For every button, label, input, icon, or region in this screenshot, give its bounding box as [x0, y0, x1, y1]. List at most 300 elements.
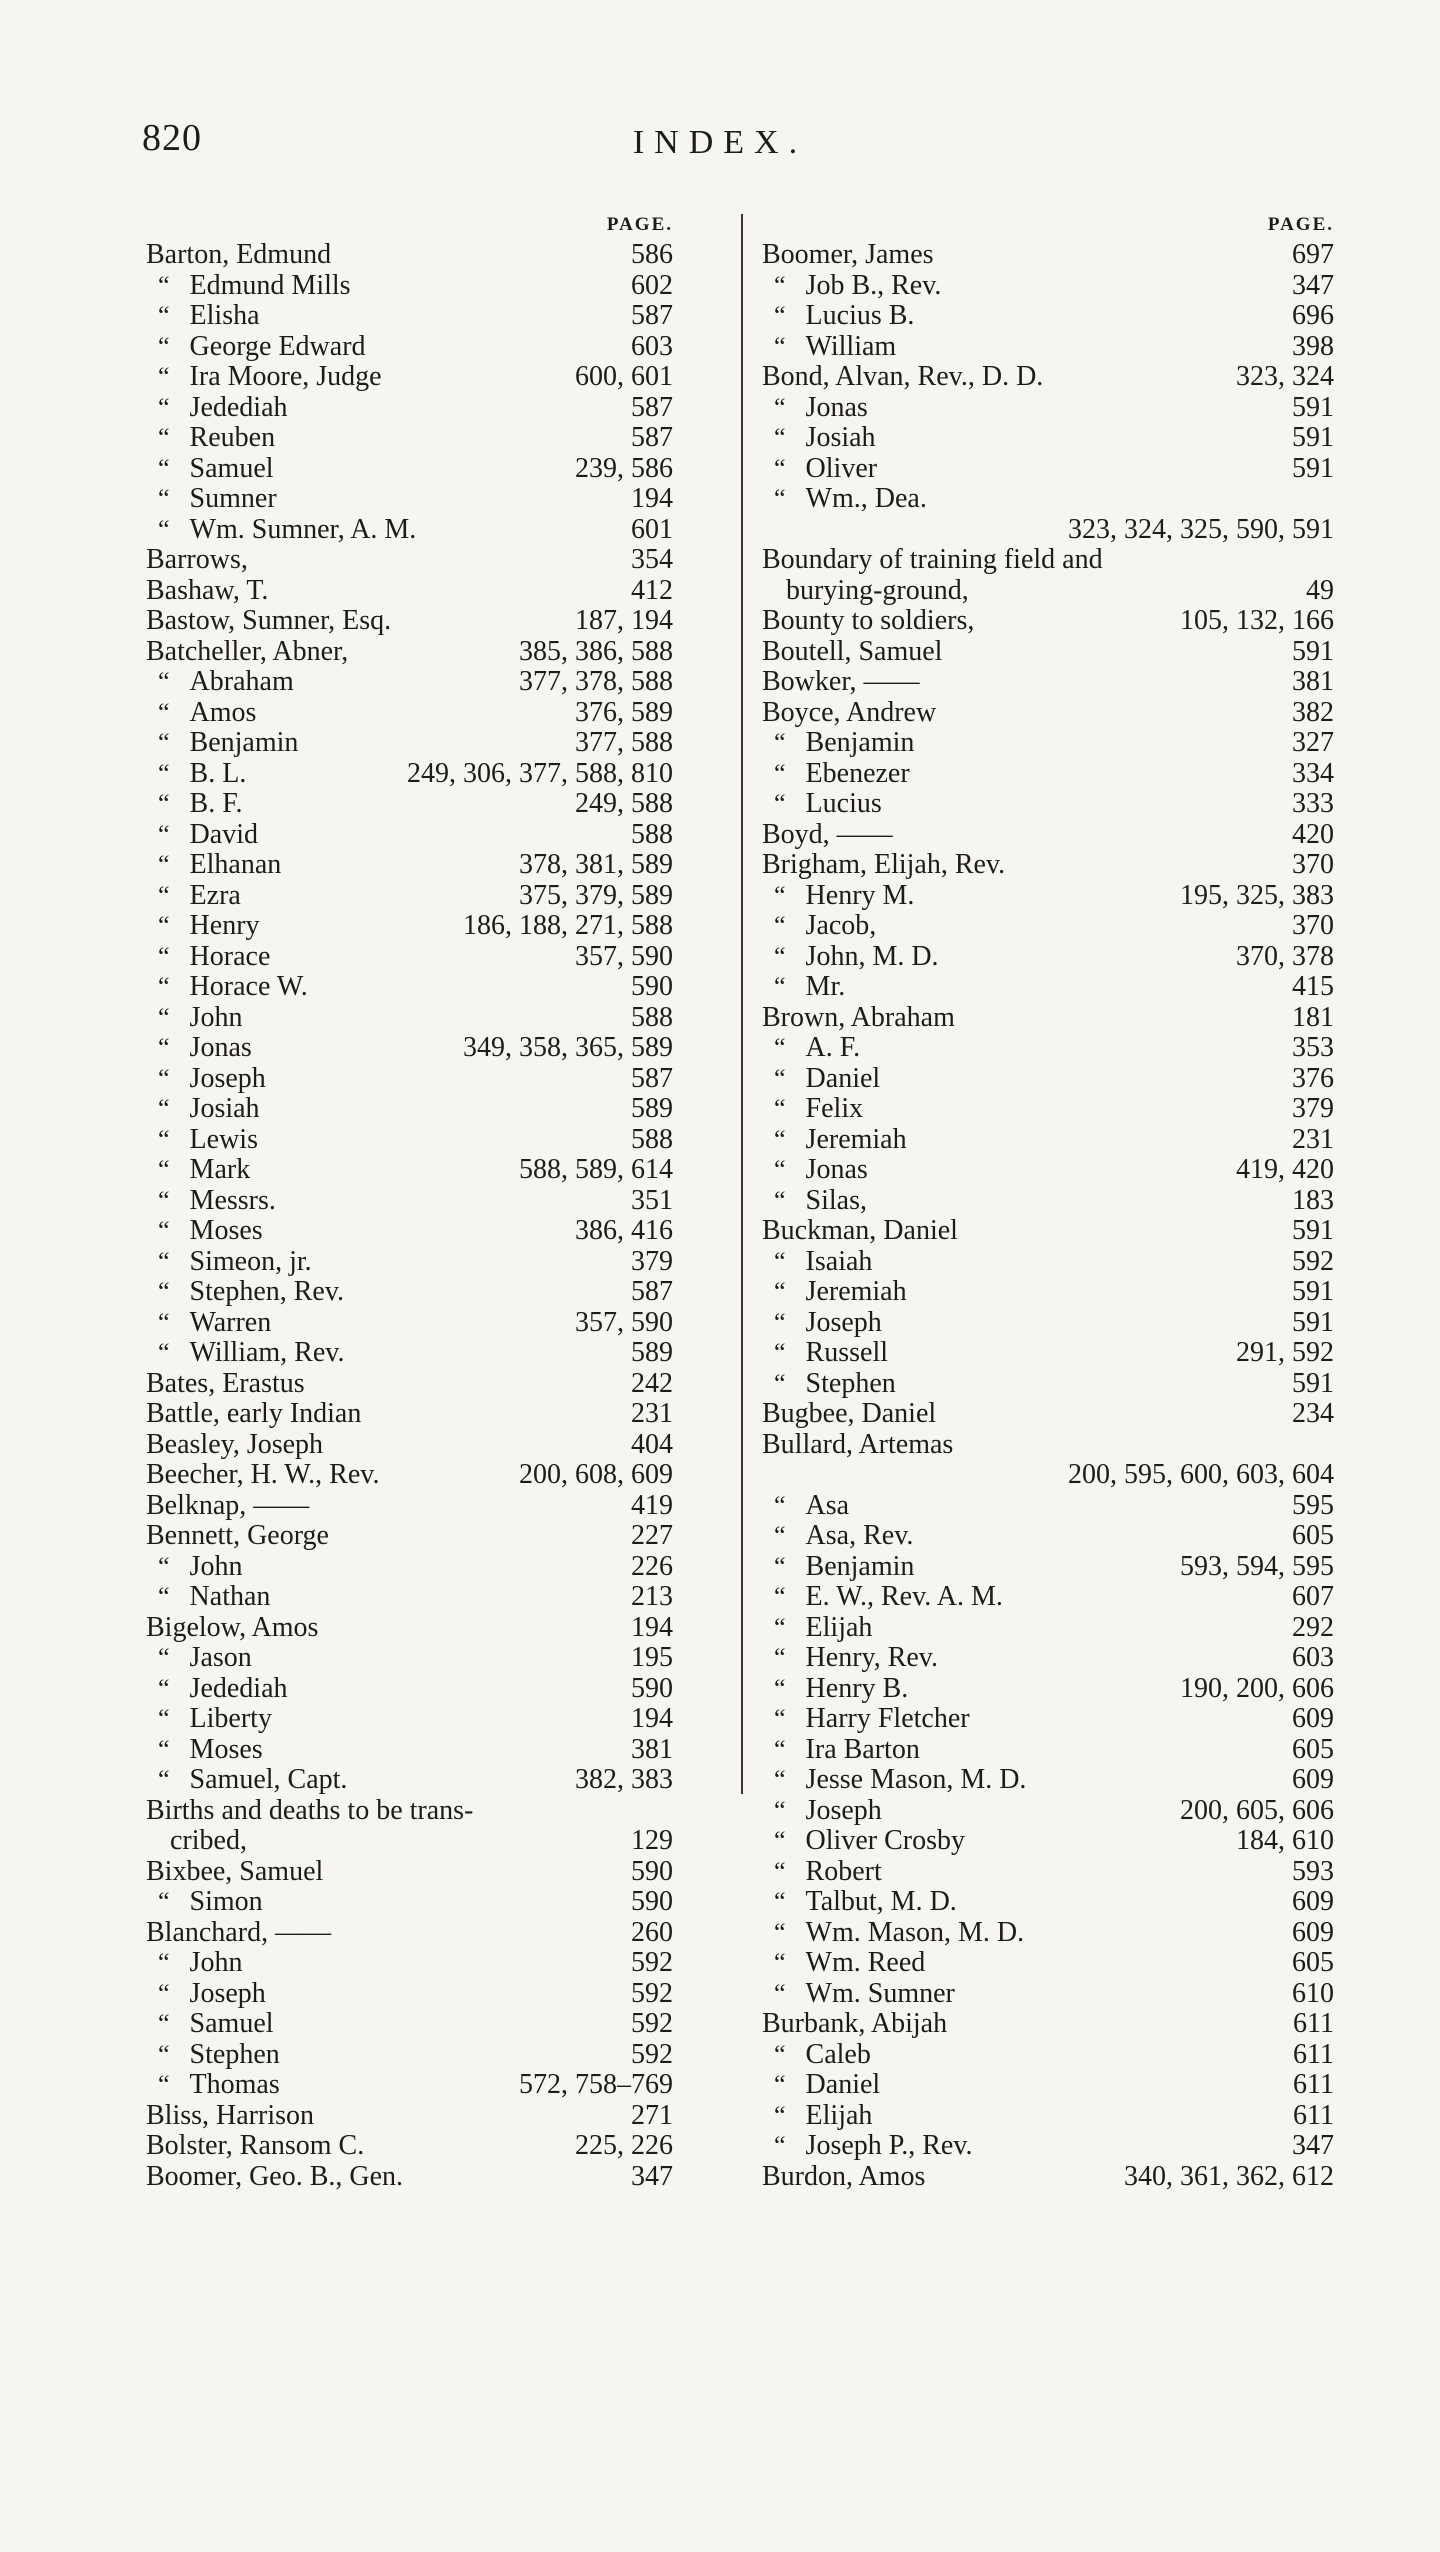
- ditto-mark: “: [774, 1734, 786, 1764]
- entry-name: Joseph: [805, 1306, 882, 1338]
- entry-name-group: [762, 1033, 860, 1064]
- entry-pages: 590: [631, 1886, 673, 1917]
- ditto-mark: “: [774, 1582, 786, 1611]
- index-entry: [762, 881, 1334, 912]
- ditto-mark: “: [774, 2100, 786, 2130]
- ditto-mark: “: [158, 453, 170, 483]
- entry-name: Daniel: [805, 1062, 881, 1094]
- entry-name: Russell: [805, 1337, 889, 1368]
- entry-name-group: [762, 1430, 953, 1461]
- entry-pages: 347: [1292, 2130, 1334, 2161]
- entry-name: Jedediah: [189, 1672, 288, 1704]
- entry-name-group: [146, 1948, 242, 1979]
- index-entry: [762, 789, 1334, 820]
- index-entry: [762, 1277, 1334, 1308]
- entry-pages: 591: [1292, 1367, 1334, 1399]
- ditto-mark: “: [158, 1033, 170, 1062]
- entry-pages: 591: [1292, 422, 1334, 453]
- ditto-mark: “: [158, 1948, 170, 1977]
- index-entry: [762, 1491, 1334, 1522]
- entry-pages: 354: [631, 544, 673, 575]
- entry-name-group: [146, 1918, 331, 1949]
- entry-pages: 404: [631, 1428, 673, 1460]
- entry-pages: 419, 420: [1236, 1154, 1334, 1185]
- entry-name-group: [146, 1704, 272, 1735]
- entry-name-group: [762, 1125, 907, 1156]
- index-entry: [762, 1308, 1334, 1339]
- index-entry: [762, 1338, 1334, 1369]
- ditto-mark: “: [774, 1978, 786, 2008]
- ditto-mark: “: [158, 1063, 170, 1093]
- entry-name: Beasley, Joseph: [146, 1428, 324, 1460]
- ditto-mark: “: [774, 911, 786, 940]
- entry-name: Bounty to soldiers,: [762, 605, 975, 636]
- entry-name-group: [762, 2070, 880, 2101]
- entry-name: Blanchard, ——: [146, 1916, 332, 1948]
- ditto-mark: “: [158, 1185, 170, 1215]
- entry-pages: 376, 589: [575, 696, 673, 728]
- entry-name: Edmund Mills: [189, 269, 351, 301]
- entry-pages: 611: [1293, 2038, 1334, 2070]
- ditto-mark: “: [158, 1246, 170, 1276]
- entry-name-group: [146, 1857, 323, 1888]
- entry-name: Beecher, H. W., Rev.: [146, 1459, 380, 1490]
- entry-name-group: [762, 393, 868, 424]
- entry-pages: 370: [1292, 849, 1334, 880]
- index-entry: [146, 728, 673, 759]
- entry-name: Ebenezer: [805, 757, 910, 789]
- index-entry: [762, 759, 1334, 790]
- entry-pages: 381: [631, 1733, 673, 1765]
- entry-name-group: [762, 1369, 896, 1400]
- ditto-mark: “: [158, 789, 170, 818]
- ditto-mark: “: [158, 1765, 170, 1794]
- entry-name-group: [146, 881, 241, 912]
- index-entry: [762, 423, 1334, 454]
- index-entry: [762, 2070, 1334, 2101]
- entry-pages: 590: [631, 971, 673, 1002]
- entry-name: E. W., Rev. A. M.: [805, 1581, 1003, 1612]
- entry-pages: 347: [1292, 269, 1334, 301]
- ditto-mark: “: [158, 1673, 170, 1703]
- entry-name: Batcheller, Abner,: [146, 635, 349, 667]
- entry-name: George Edward: [189, 330, 366, 362]
- index-entry: [146, 637, 673, 668]
- entry-name: B. F.: [189, 788, 243, 819]
- entry-name: Moses: [189, 1733, 263, 1765]
- entry-name: Brigham, Elijah, Rev.: [762, 849, 1006, 880]
- index-entry: [762, 1155, 1334, 1186]
- index-entry: [146, 1582, 673, 1613]
- entry-name: Barton, Edmund: [146, 239, 332, 270]
- entry-pages: 184, 610: [1236, 1825, 1334, 1856]
- entry-pages: 213: [631, 1581, 673, 1612]
- index-entry: [146, 1491, 673, 1522]
- entry-name: Oliver: [805, 452, 878, 484]
- ditto-mark: “: [774, 270, 786, 300]
- entry-name-group: [762, 1857, 882, 1888]
- entry-name: Jonas: [805, 1154, 868, 1185]
- index-entry: [762, 1948, 1334, 1979]
- ditto-mark: “: [774, 1338, 786, 1367]
- ditto-mark: “: [774, 1063, 786, 1093]
- ditto-mark: “: [774, 972, 786, 1001]
- entry-name-group: [146, 271, 351, 302]
- entry-name-group: [762, 2040, 871, 2071]
- entry-name-group: [146, 1094, 260, 1125]
- entry-name: Ezra: [189, 879, 241, 911]
- index-entry: [146, 1918, 673, 1949]
- entry-name-group: [762, 1704, 970, 1735]
- index-entry: [146, 454, 673, 485]
- index-entry: [762, 1826, 1334, 1857]
- entry-name: Mr.: [805, 971, 846, 1002]
- entry-name: Bastow, Sumner, Esq.: [146, 605, 392, 636]
- index-entry: [762, 1735, 1334, 1766]
- entry-pages: 589: [631, 1093, 673, 1124]
- entry-name-group: [762, 698, 936, 729]
- entry-name-group: [146, 2070, 280, 2101]
- entry-name-group: [762, 1094, 863, 1125]
- entry-pages: 200, 605, 606: [1180, 1794, 1334, 1826]
- entry-name-group: [146, 1491, 309, 1522]
- ditto-mark: “: [774, 1704, 786, 1733]
- entry-name-group: [146, 606, 391, 637]
- entry-name: Horace W.: [189, 971, 308, 1002]
- index-entry: [146, 698, 673, 729]
- entry-pages: 588: [631, 1123, 673, 1155]
- index-entry: [762, 1887, 1334, 1918]
- index-entry: [146, 576, 673, 607]
- entry-name: Moses: [189, 1215, 263, 1246]
- entry-name: burying-ground,: [786, 574, 969, 606]
- ditto-mark: “: [158, 697, 170, 727]
- ditto-mark: “: [774, 1765, 786, 1794]
- ditto-mark: “: [774, 728, 786, 757]
- index-entry: [146, 2070, 673, 2101]
- entry-name-group: [146, 1186, 276, 1217]
- entry-pages: 375, 379, 589: [519, 879, 673, 911]
- entry-pages: 225, 226: [575, 2130, 673, 2161]
- entry-name: Benjamin: [805, 1550, 915, 1582]
- ditto-mark: “: [158, 972, 170, 1001]
- entry-name-group: [146, 2101, 314, 2132]
- entry-name: Lucius: [805, 788, 882, 819]
- entry-name-group: [146, 1430, 323, 1461]
- entry-pages: 419: [631, 1489, 673, 1521]
- index-entry: [146, 1094, 673, 1125]
- entry-name-group: [762, 1155, 868, 1186]
- index-entry: [146, 1674, 673, 1705]
- ditto-mark: “: [774, 453, 786, 483]
- ditto-mark: “: [158, 270, 170, 300]
- entry-pages: 386, 416: [575, 1215, 673, 1246]
- ditto-mark: “: [774, 1307, 786, 1337]
- index-entry: [762, 1857, 1334, 1888]
- entry-name: Bates, Erastus: [146, 1367, 305, 1399]
- entry-name-group: [146, 1369, 305, 1400]
- entry-name-group: [762, 1308, 882, 1339]
- ditto-mark: “: [158, 362, 170, 391]
- ditto-mark: “: [158, 392, 170, 422]
- entry-name: Bixbee, Samuel: [146, 1855, 324, 1887]
- index-entry: [762, 454, 1334, 485]
- index-entry: [762, 1064, 1334, 1095]
- entry-name: Lewis: [189, 1123, 258, 1155]
- ditto-mark: “: [158, 941, 170, 971]
- entry-pages: 605: [1292, 1733, 1334, 1765]
- entry-name: Talbut, M. D.: [805, 1886, 957, 1917]
- index-entry: [146, 1796, 673, 1827]
- entry-pages: 187, 194: [575, 605, 673, 636]
- index-entry: [762, 2009, 1334, 2040]
- entry-name: B. L.: [189, 757, 247, 789]
- entry-name: Battle, early Indian: [146, 1398, 362, 1429]
- entry-name-group: [146, 362, 382, 393]
- ditto-mark: “: [158, 880, 170, 910]
- index-entry: [762, 1094, 1334, 1125]
- index-entry: [762, 1430, 1334, 1461]
- ditto-mark: “: [774, 392, 786, 422]
- ditto-mark: “: [774, 1368, 786, 1398]
- entry-name: John: [189, 1550, 243, 1582]
- entry-pages: 195: [631, 1642, 673, 1673]
- entry-name: John: [189, 1001, 243, 1033]
- ditto-mark: “: [774, 1246, 786, 1276]
- entry-name: Reuben: [189, 422, 276, 453]
- ditto-mark: “: [158, 484, 170, 513]
- ditto-mark: “: [158, 819, 170, 849]
- ditto-mark: “: [158, 1582, 170, 1611]
- entry-pages: 591: [1292, 1276, 1334, 1307]
- entry-name: Harry Fletcher: [805, 1703, 970, 1734]
- entry-name: Joseph: [805, 1794, 882, 1826]
- entry-pages: 239, 586: [575, 452, 673, 484]
- index-entry: [762, 1033, 1334, 1064]
- ditto-mark: “: [158, 2009, 170, 2038]
- entry-name: Daniel: [805, 2069, 881, 2100]
- entry-pages: 412: [631, 574, 673, 606]
- entry-name: Asa: [805, 1489, 850, 1521]
- entry-pages: 334: [1292, 757, 1334, 789]
- ditto-mark: “: [774, 1948, 786, 1977]
- entry-name-group: [146, 545, 248, 576]
- entry-name-group: [146, 1216, 263, 1247]
- entry-pages: 607: [1292, 1581, 1334, 1612]
- index-entry: [146, 1277, 673, 1308]
- entry-name-group: [146, 2131, 364, 2162]
- entry-name-group: [146, 393, 288, 424]
- entry-name-group: [762, 484, 927, 515]
- index-entry: [146, 545, 673, 576]
- ditto-mark: “: [158, 667, 170, 696]
- index-entry: [146, 1887, 673, 1918]
- ditto-mark: “: [774, 1643, 786, 1672]
- ditto-mark: “: [774, 423, 786, 452]
- entry-name: Benjamin: [189, 727, 299, 758]
- entry-pages: 357, 590: [575, 1306, 673, 1338]
- entry-pages: 200, 608, 609: [519, 1459, 673, 1490]
- index-entry: [146, 1704, 673, 1735]
- entry-pages: 292: [1292, 1611, 1334, 1643]
- index-entry: [762, 1369, 1334, 1400]
- index-entry: [146, 1186, 673, 1217]
- index-entry: [762, 1613, 1334, 1644]
- index-entry: [762, 271, 1334, 302]
- entry-name: Simon: [189, 1886, 263, 1917]
- index-entry: [146, 1430, 673, 1461]
- index-entry: [146, 271, 673, 302]
- entry-pages: 589: [631, 1337, 673, 1368]
- entry-name-group: [146, 2040, 280, 2071]
- entry-name: Elijah: [805, 1611, 873, 1643]
- entry-name-group: [170, 1826, 247, 1857]
- entry-pages: 340, 361, 362, 612: [1124, 2160, 1334, 2192]
- entry-pages: 183: [1292, 1184, 1334, 1216]
- entry-name-group: [146, 942, 270, 973]
- entry-name: Brown, Abraham: [762, 1001, 955, 1033]
- entry-name-group: [762, 728, 914, 759]
- index-entry: [762, 637, 1334, 668]
- index-entry: [146, 881, 673, 912]
- entry-name-group: [762, 240, 934, 271]
- entry-pages: 242: [631, 1367, 673, 1399]
- entry-name: Stephen, Rev.: [189, 1276, 345, 1307]
- index-entry: [762, 1704, 1334, 1735]
- entry-pages: 377, 588: [575, 727, 673, 758]
- entry-name: Boyce, Andrew: [762, 696, 937, 728]
- ditto-mark: “: [158, 1551, 170, 1581]
- index-entry: [762, 1125, 1334, 1156]
- entry-pages: 333: [1292, 788, 1334, 819]
- entry-name: Jonas: [189, 1032, 252, 1063]
- index-entry: [146, 1125, 673, 1156]
- entry-name-group: [762, 972, 845, 1003]
- ditto-mark: “: [158, 728, 170, 757]
- ditto-mark: “: [774, 2070, 786, 2099]
- entry-pages: 588: [631, 1001, 673, 1033]
- entry-name: Wm. Sumner: [805, 1977, 955, 2009]
- entry-name: Henry: [189, 910, 260, 941]
- entry-name: Jonas: [805, 391, 868, 423]
- entry-pages: 696: [1292, 300, 1334, 331]
- entry-pages: 385, 386, 588: [519, 635, 673, 667]
- entry-name-group: [146, 2162, 403, 2193]
- page-column-label: PAGE.: [606, 214, 673, 235]
- index-entry: [146, 2009, 673, 2040]
- entry-pages: 379: [1292, 1093, 1334, 1124]
- entry-pages: 587: [631, 391, 673, 423]
- entry-name-group: [146, 576, 268, 607]
- entry-pages: 602: [631, 269, 673, 301]
- index-entry: [146, 301, 673, 332]
- entry-pages: 610: [1292, 1977, 1334, 2009]
- entry-pages: 370, 378: [1236, 940, 1334, 972]
- index-entry: [762, 820, 1334, 851]
- ditto-mark: “: [774, 941, 786, 971]
- index-entry: [762, 1765, 1334, 1796]
- entry-name-group: [762, 332, 896, 363]
- index-column-left: [146, 210, 673, 2192]
- entry-name-group: [762, 1674, 908, 1705]
- entry-name-group: [762, 759, 910, 790]
- ditto-mark: “: [774, 1277, 786, 1306]
- entry-pages: 587: [631, 1062, 673, 1094]
- entry-name: Job B., Rev.: [805, 269, 942, 301]
- index-entry: [146, 484, 673, 515]
- entry-name-group: [146, 1155, 250, 1186]
- index-entry: [762, 576, 1334, 607]
- entry-name: Boyd, ——: [762, 818, 893, 850]
- index-entry: [762, 2101, 1334, 2132]
- entry-name-group: [146, 1887, 263, 1918]
- entry-pages: 226: [631, 1550, 673, 1582]
- entry-name: Abraham: [189, 666, 294, 697]
- ditto-mark: “: [158, 1216, 170, 1245]
- entry-name-group: [762, 1491, 849, 1522]
- index-entry: [762, 1796, 1334, 1827]
- entry-name: Bashaw, T.: [146, 574, 269, 606]
- index-entry: [146, 911, 673, 942]
- entry-name: Burdon, Amos: [762, 2160, 926, 2192]
- index-entry: [146, 1155, 673, 1186]
- index-entry: [146, 332, 673, 363]
- entry-pages: 398: [1292, 330, 1334, 362]
- entry-name-group: [762, 881, 914, 912]
- entry-pages: 587: [631, 1276, 673, 1307]
- entry-name-group: [146, 1674, 288, 1705]
- entry-name-group: [146, 423, 275, 454]
- entry-pages: 415: [1292, 971, 1334, 1002]
- entry-name: Messrs.: [189, 1184, 276, 1216]
- entry-name-group: [762, 1399, 936, 1430]
- entry-name-group: [146, 850, 281, 881]
- entry-pages: 49: [1306, 574, 1334, 606]
- index-entry: [146, 393, 673, 424]
- entry-name: Jedediah: [189, 391, 288, 423]
- ditto-mark: “: [774, 1917, 786, 1947]
- index-entry: [146, 1826, 673, 1857]
- index-entry: [146, 515, 673, 546]
- entry-name: Amos: [189, 696, 257, 728]
- entry-name: Josiah: [189, 1093, 260, 1124]
- entry-pages: 587: [631, 300, 673, 331]
- entry-name-group: [762, 301, 914, 332]
- entry-name: Wm. Reed: [805, 1947, 926, 1978]
- entry-name-group: [146, 1552, 242, 1583]
- ditto-mark: “: [774, 331, 786, 361]
- entry-pages: 593, 594, 595: [1180, 1550, 1334, 1582]
- entry-name: Samuel: [189, 452, 274, 484]
- entry-list: [146, 240, 673, 2192]
- index-entry: [762, 484, 1334, 515]
- entry-pages: 609: [1292, 1886, 1334, 1917]
- entry-name-group: [146, 1277, 344, 1308]
- entry-name: Burbank, Abijah: [762, 2008, 948, 2039]
- index-entry: [762, 667, 1334, 698]
- index-entry: [146, 606, 673, 637]
- index-entry: [146, 1369, 673, 1400]
- entry-pages: 593: [1292, 1855, 1334, 1887]
- entry-pages: 603: [631, 330, 673, 362]
- index-entry: [762, 1674, 1334, 1705]
- ditto-mark: “: [774, 758, 786, 788]
- entry-pages: 609: [1292, 1703, 1334, 1734]
- entry-name-group: [762, 1247, 872, 1278]
- index-entry: [762, 942, 1334, 973]
- index-entry: [146, 1033, 673, 1064]
- ditto-mark: “: [158, 1643, 170, 1672]
